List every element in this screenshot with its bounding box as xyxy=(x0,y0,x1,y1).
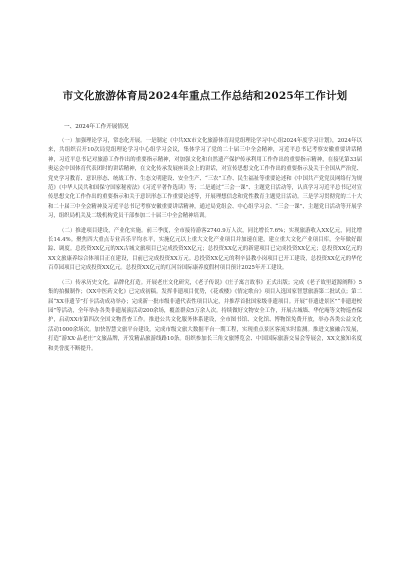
paragraph-2: （二）推进项目建设，产业化实施。前三季度，全市接待游客2740.9万人次，同比增长7.6%；实现旅游收入XX亿元，同比增长14.4%。聚焦四大重点专业音乐平均水平，实施亿元以上重大文化产业项目并加速在建，建立重大文化产业项目库，全年做好跟踪、调度。总投资XX亿元的XX古城文旅项目已完成投资XX亿元；总投资XX亿元的新建项目已完成投资XX亿元；总投资XX亿元的XX文旅康养综合体项目正在建设，目前已完成投资XX万元。总投资XX亿元的利辛县教小岗项目已开工建设，总投资XX亿元的华佗百草园项目已完成投资XX亿元。总投资XX亿元的红河谷国际康养度假村项目预计2025年开工建设。 xyxy=(48,227,362,272)
paragraph-3: （三）传承历史文化，品牌化打造。开展老庄文化研究，《老子传说》《庄子寓言故事》正式出版；完成《老子故里道源阐释》5集的拍摄制作；《XX中医药文化》已完成初稿。发挥非遗项目优势，《花戏楼》《情定歌台》项目入选国家智慧旅游第二批试点；第二届“XX非遗节”打卡活动成功举办；完成新一批市级非遗代表性项目认定，并推荐首批国家级非遗项目。开展“非遗进景区”“非遗进校园”等活动，全年举办各类非遗展演活动200余场，覆盖群众5万余人次。持续做好文物安全工作，开展古城墙、华佗庵等文物巡查保护，启动XX市第四次全国文物普查工作。推进公共文化服务体系建设，全市图书馆、文化馆、博物馆免费开放，举办各类公益文化活动1000余场次。加快智慧文旅平台建设，完成市级文旅大数据平台一期工程，实现重点景区客流实时监测。推进文旅融合发展，打造“游XX·品老庄”文旅品牌，开发精品旅游线路10条。组织参加长三角文旅博览会、中国国际旅游交易会等展会，XX文旅知名度和美誉度不断提升。 xyxy=(48,279,362,352)
document-title: 市文化旅游体育局2024年重点工作总结和2025年工作计划 xyxy=(62,90,348,102)
section-heading: 一、2024年工作开展情况 xyxy=(64,124,129,130)
paragraph-1: （一）加强理论学习，常态化开展。一是制定《中共XX市文化旅游体育局党组理论学习中心组2024年度学习计划》，2024年以来，共组织召开10次局党组理论学习中心组学习会议，集体学习了党的二十届三中全会精神，习近平总书记考察安徽重要讲话精神，习近平总书记对旅游工作作出的重要指示精神，对加强文化和自然遗产保护传承利用工作作出的重要指示精神，在接见第33届奥运会中国体育代表团时的讲话精神，在文化传承发展座谈会上的讲话，对宣传思想文化工作作出的重要指示及关于全国从严治党、党史学习教育、意识形态、统战工作、生态文明建设、安全生产、“三农”工作、民生福祉等重要论述和《中国共产党党员网络行为规范》《中华人民共和国保守国家秘密法》《习近平著作选读》等；二是通过“三会一课”、主题党日活动等，认真学习习近平总书记对宣传思想文化工作作出的重要指示和关于意识形态工作重要论述等，开展理想信念和党性教育主题党日活动。三是学习贯彻党的二十大和二十届三中全会精神及习近平总书记考察安徽重要讲话精神，通过局党组会、中心组学习会、“三会一课”、主题党日活动等开展学习，组织局机关及二级机构党员干部参加二十届三中全会精神培训。 xyxy=(48,138,362,220)
